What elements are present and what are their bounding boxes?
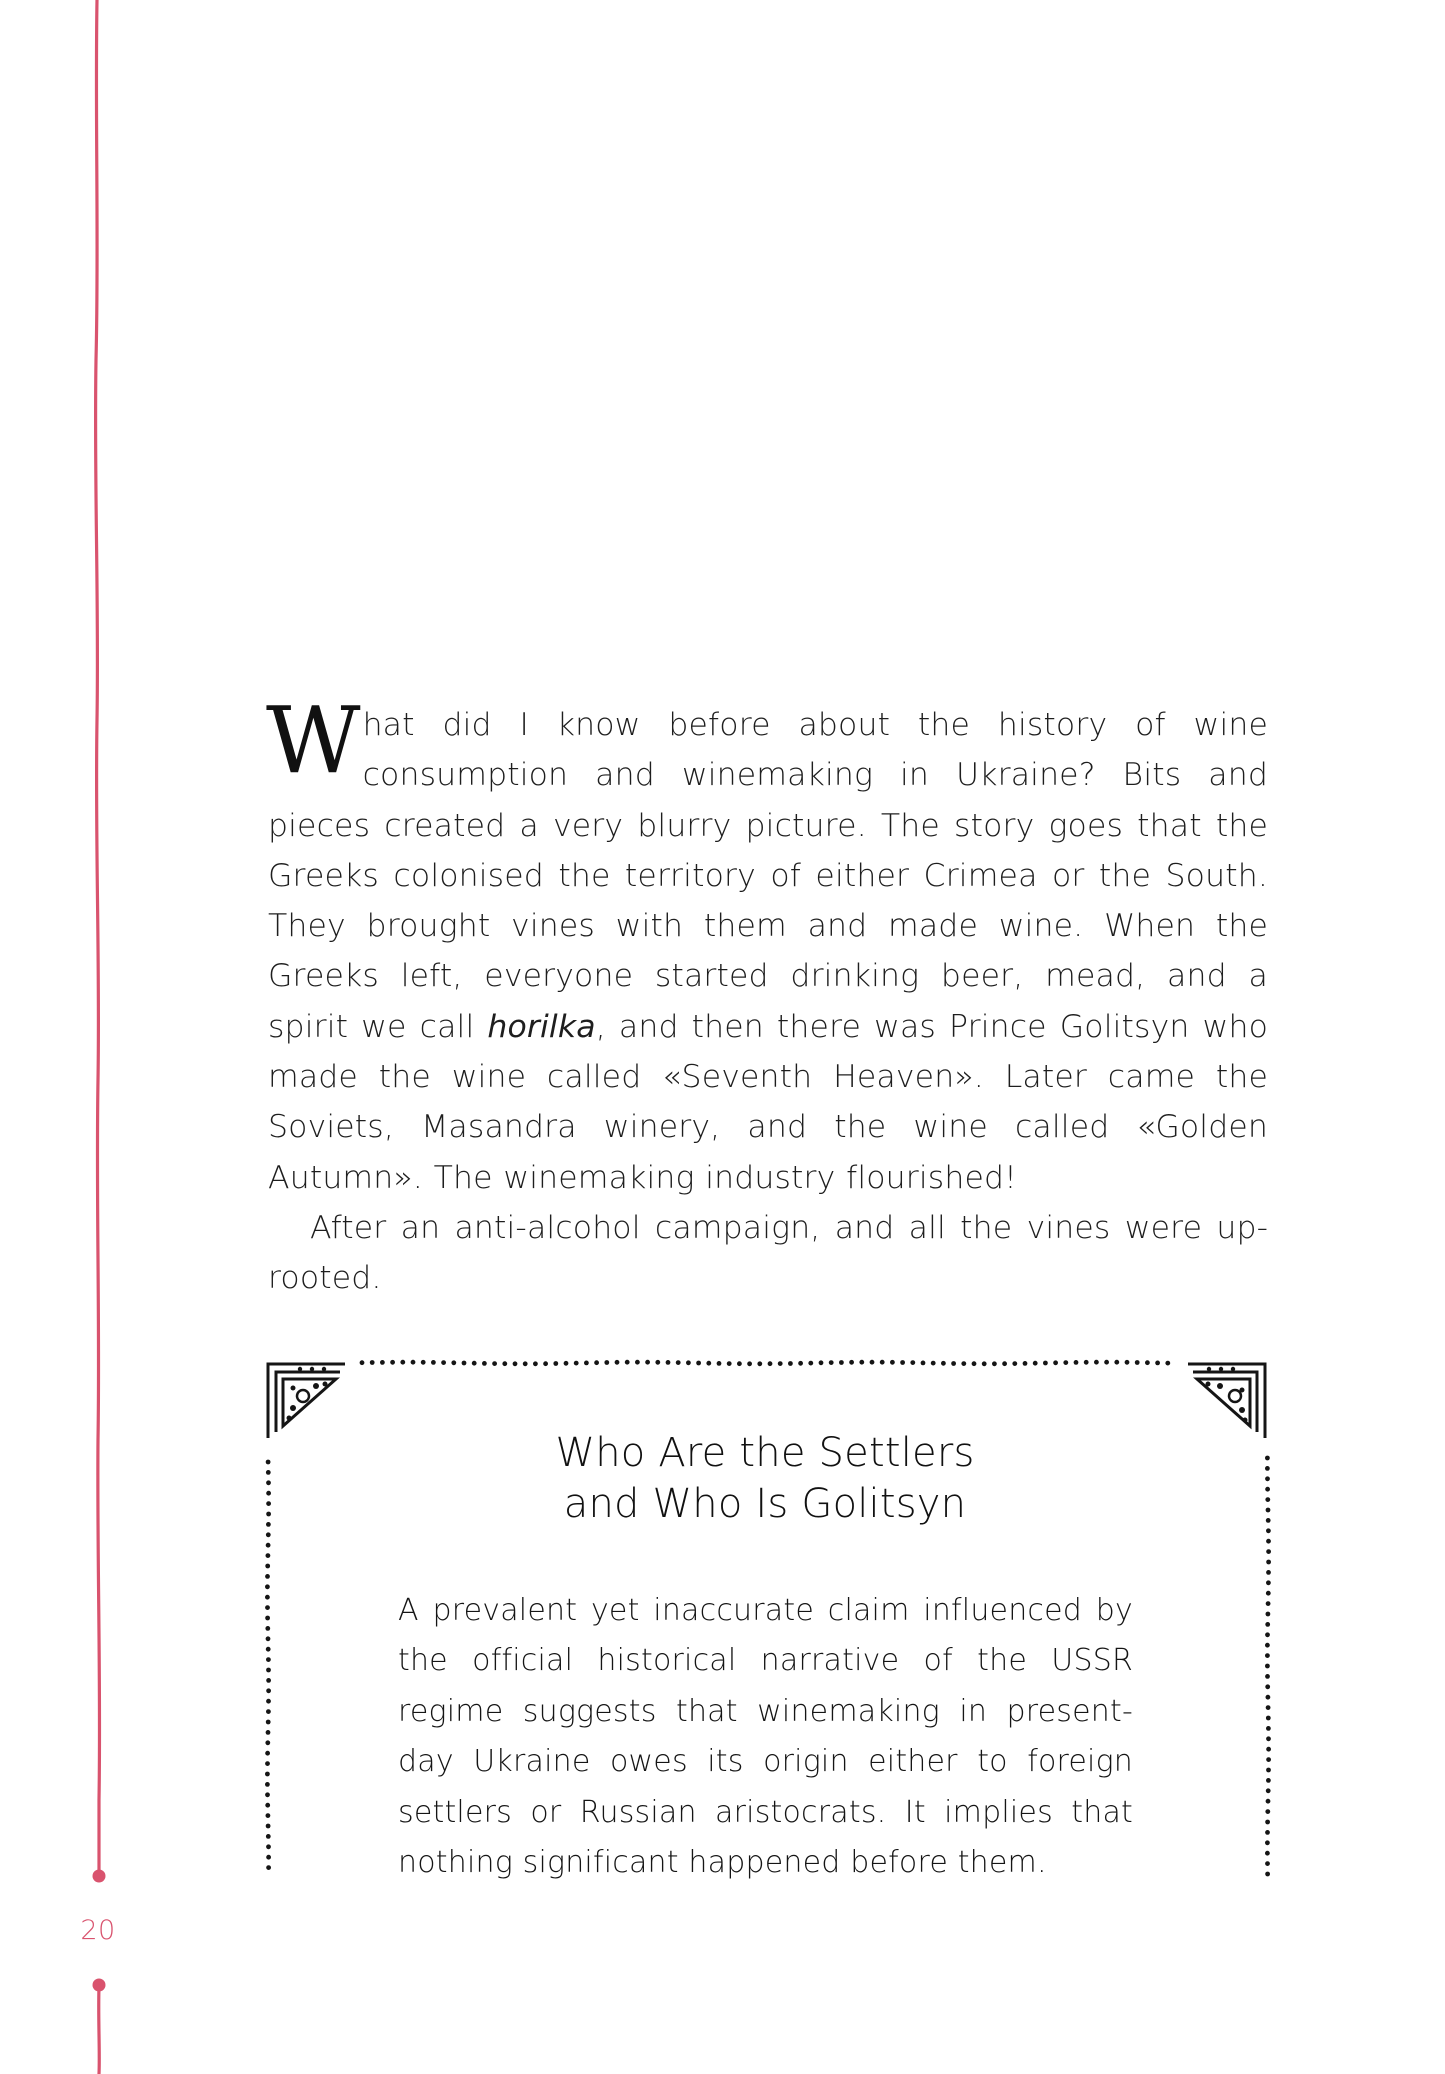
border-dot (849, 1360, 854, 1365)
border-dot (1266, 1508, 1271, 1513)
corner-ornament-left-icon (268, 1364, 345, 1438)
border-dot (1265, 1674, 1270, 1679)
border-dot (266, 1470, 271, 1475)
sidebar-title-line-2: and Who Is Golitsyn (563, 1481, 967, 1527)
intro-paragraph-2: After an anti-alcohol campaign, and all the vines were uprooted. (268, 1209, 1268, 1297)
border-dot (1033, 1361, 1038, 1366)
border-dot (594, 1360, 599, 1365)
border-dot (1266, 1539, 1271, 1544)
border-dot (1266, 1560, 1271, 1565)
border-dot (400, 1360, 405, 1365)
border-dot (266, 1688, 271, 1693)
border-dot (266, 1699, 271, 1704)
border-dot (266, 1657, 271, 1662)
border-dot (533, 1361, 538, 1366)
border-dot (1265, 1487, 1270, 1492)
corner-ornament-right-icon (1188, 1364, 1265, 1438)
border-dot (266, 1543, 271, 1548)
border-dot (1266, 1612, 1271, 1617)
border-dot (788, 1361, 793, 1366)
border-dot (1266, 1799, 1271, 1804)
border-dot (266, 1522, 271, 1527)
border-dot (615, 1360, 620, 1365)
border-dot (1063, 1360, 1068, 1365)
border-dot (931, 1361, 936, 1366)
border-dot (1265, 1456, 1270, 1461)
border-dot (441, 1360, 446, 1365)
border-dot (910, 1360, 915, 1365)
border-dot (951, 1361, 956, 1366)
border-dot (1266, 1549, 1271, 1554)
sidebar-body: A prevalent yet inaccurate claim influenced by the official historical narrative of the USSR regime suggests that winemaking in present-day Ukraine owes its origin either to foreign settlers or Russian aristocrats. It implies that nothing significant happened before them. (398, 1593, 1133, 1881)
border-dot (1266, 1591, 1271, 1596)
page-number: 20 (80, 1915, 116, 1946)
border-dot (859, 1360, 864, 1365)
border-dot (604, 1360, 609, 1365)
drop-cap: W (266, 687, 355, 794)
border-dot (370, 1360, 375, 1365)
border-dot (265, 1740, 270, 1745)
border-dot (265, 1782, 270, 1787)
border-dot (839, 1360, 844, 1365)
border-dot (757, 1361, 762, 1366)
border-dot (266, 1834, 271, 1839)
border-dot (1266, 1788, 1271, 1793)
border-dot (655, 1360, 660, 1365)
intro-italic-term: horilka (487, 1008, 596, 1045)
border-dot (1094, 1360, 1099, 1365)
border-dot (492, 1361, 497, 1366)
border-dot (482, 1361, 487, 1366)
border-dot (1266, 1778, 1271, 1783)
border-dot (676, 1360, 681, 1365)
border-dot (737, 1361, 742, 1366)
border-dot (900, 1360, 905, 1365)
border-dot (421, 1360, 426, 1365)
border-dot (265, 1761, 270, 1766)
border-dot (266, 1678, 271, 1683)
border-dot (1265, 1643, 1270, 1648)
border-dot (502, 1361, 507, 1366)
intro-paragraph-1-lead: hat did I know before about the history of wine consumption and winemaking in Ukraine? Bits and pieces created a very blurry picture. The story goes that the Greeks colonised the territory of either Crimea or the South. They brought vines with them and made wine. When the Greeks left, everyone started drinking beer, mead, and a spirit we call (268, 707, 1268, 1045)
border-dot (265, 1595, 270, 1600)
border-dot (266, 1460, 271, 1465)
border-dot (265, 1803, 270, 1808)
border-dot (265, 1626, 270, 1631)
border-dot (1266, 1726, 1271, 1731)
border-dot (1266, 1518, 1271, 1523)
border-dot (1012, 1361, 1017, 1366)
border-dot (1265, 1476, 1270, 1481)
border-dot (1165, 1361, 1170, 1366)
border-dot (982, 1361, 987, 1366)
border-dot (380, 1360, 385, 1365)
border-dot (941, 1361, 946, 1366)
border-dot (706, 1361, 711, 1366)
border-dot (266, 1501, 271, 1506)
border-dot (992, 1361, 997, 1366)
sidebar-title (470, 1428, 1060, 1530)
border-dot (265, 1792, 270, 1797)
sidebar-right-dotted-border (1265, 1456, 1271, 1877)
border-dot (265, 1751, 270, 1756)
border-dot (1125, 1360, 1130, 1365)
border-dot (265, 1564, 270, 1569)
border-dot (1145, 1360, 1150, 1365)
border-dot (266, 1730, 271, 1735)
border-dot (1266, 1580, 1271, 1585)
border-dot (1266, 1757, 1271, 1762)
border-dot (625, 1360, 630, 1365)
border-dot (727, 1361, 732, 1366)
border-dot (265, 1605, 270, 1610)
margin-rule-lower-line (99, 1986, 100, 2074)
border-dot (266, 1491, 271, 1496)
border-dot (717, 1361, 722, 1366)
border-dot (266, 1532, 271, 1537)
border-dot (768, 1361, 773, 1366)
sidebar-top-dotted-border (360, 1360, 1171, 1366)
border-dot (1265, 1622, 1270, 1627)
border-dot (1265, 1632, 1270, 1637)
border-dot (543, 1361, 548, 1366)
border-dot (1135, 1360, 1140, 1365)
border-dot (808, 1361, 813, 1366)
border-dot (1266, 1601, 1271, 1606)
border-dot (266, 1813, 271, 1818)
border-dot (1265, 1861, 1270, 1866)
border-dot (1266, 1768, 1271, 1773)
border-dot (696, 1361, 701, 1366)
border-dot (1265, 1830, 1270, 1835)
border-dot (1266, 1705, 1271, 1710)
border-dot (266, 1668, 271, 1673)
border-dot (1104, 1360, 1109, 1365)
border-dot (451, 1360, 456, 1365)
border-dot (266, 1844, 271, 1849)
border-dot (574, 1361, 579, 1366)
border-dot (1265, 1872, 1270, 1877)
border-dot (1265, 1653, 1270, 1658)
border-dot (1084, 1360, 1089, 1365)
border-dot (584, 1361, 589, 1366)
border-dot (1265, 1684, 1270, 1689)
border-dot (921, 1361, 926, 1366)
border-dot (961, 1361, 966, 1366)
border-dot (1023, 1361, 1028, 1366)
border-dot (1074, 1360, 1079, 1365)
border-dot (266, 1512, 271, 1517)
border-dot (472, 1361, 477, 1366)
intro-paragraph-1 (266, 687, 1268, 1203)
border-dot (1266, 1695, 1271, 1700)
border-dot (1053, 1360, 1058, 1365)
border-dot (1266, 1747, 1271, 1752)
border-dot (266, 1709, 271, 1714)
border-dot (1155, 1361, 1160, 1366)
border-dot (1265, 1840, 1270, 1845)
border-dot (431, 1360, 436, 1365)
border-dot (513, 1361, 518, 1366)
border-dot (1265, 1851, 1270, 1856)
sidebar-left-dotted-border (265, 1460, 271, 1870)
sidebar-title-line-1: Who Are the Settlers (555, 1430, 975, 1476)
border-dot (778, 1361, 783, 1366)
border-dot (870, 1360, 875, 1365)
border-dot (666, 1360, 671, 1365)
border-dot (1266, 1528, 1271, 1533)
border-dot (1266, 1570, 1271, 1575)
border-dot (972, 1361, 977, 1366)
border-dot (1043, 1361, 1048, 1366)
border-dot (645, 1360, 650, 1365)
border-dot (747, 1361, 752, 1366)
margin-rule-upper-dot (93, 1870, 106, 1883)
border-dot (1265, 1664, 1270, 1669)
border-dot (819, 1360, 824, 1365)
border-dot (798, 1361, 803, 1366)
margin-rule-upper-line (96, 0, 100, 1875)
border-dot (265, 1772, 270, 1777)
border-dot (265, 1574, 270, 1579)
border-dot (686, 1360, 691, 1365)
intro-paragraph-1-tail: , and then there was Prince Golitsyn who made the wine called «Seventh Heaven». Later came the Soviets, Masandra winery, and the wine called «Golden Autumn». The winemaking industry flourished! (268, 1008, 1268, 1196)
border-dot (266, 1636, 271, 1641)
border-dot (266, 1647, 271, 1652)
border-dot (1266, 1736, 1271, 1741)
border-dot (1265, 1809, 1270, 1814)
border-dot (265, 1584, 270, 1589)
border-dot (266, 1824, 271, 1829)
border-dot (1265, 1466, 1270, 1471)
border-dot (266, 1553, 271, 1558)
border-dot (1114, 1360, 1119, 1365)
border-dot (390, 1360, 395, 1365)
border-dot (266, 1855, 271, 1860)
border-dot (1266, 1716, 1271, 1721)
border-dot (635, 1360, 640, 1365)
border-dot (266, 1865, 271, 1870)
border-dot (411, 1360, 416, 1365)
border-dot (564, 1361, 569, 1366)
border-dot (523, 1361, 528, 1366)
border-dot (1265, 1497, 1270, 1502)
border-dot (266, 1480, 271, 1485)
border-dot (890, 1360, 895, 1365)
border-dot (360, 1360, 365, 1365)
margin-rule (0, 0, 160, 2074)
border-dot (880, 1360, 885, 1365)
border-dot (1002, 1361, 1007, 1366)
border-dot (265, 1616, 270, 1621)
border-dot (1265, 1820, 1270, 1825)
border-dot (829, 1360, 834, 1365)
intro-text (266, 687, 1268, 1304)
border-dot (462, 1361, 467, 1366)
border-dot (553, 1361, 558, 1366)
border-dot (266, 1720, 271, 1725)
